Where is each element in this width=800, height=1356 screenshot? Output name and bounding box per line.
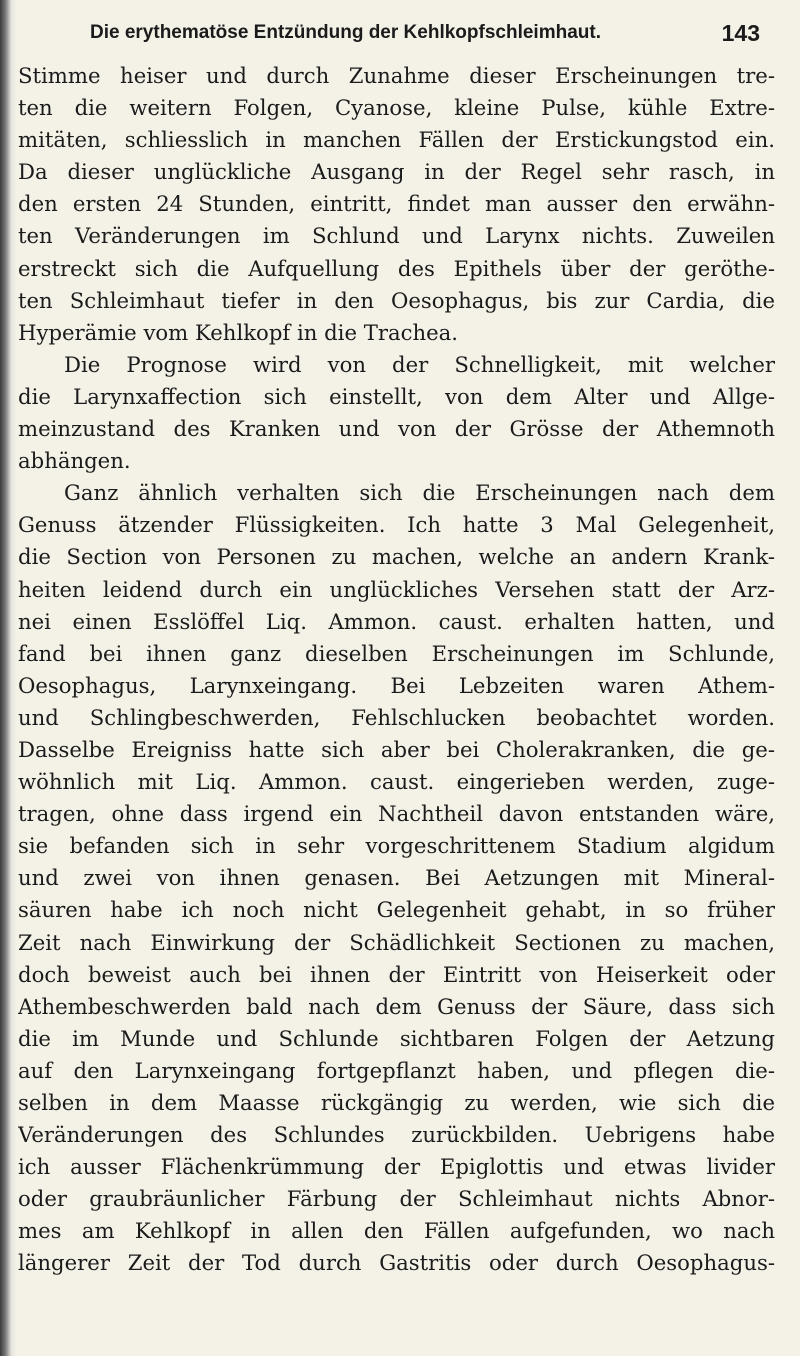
text-line: Dasselbe Ereigniss hatte sich aber bei Cholerakranken, die ge- [18, 736, 775, 762]
text-line: ich ausser Flächenkrümmung der Epiglottis und etwas livider [18, 1154, 775, 1180]
text-line: nei einen Esslöffel Liq. Ammon. caust. erhalten hatten, und [18, 608, 775, 634]
text-line: längerer Zeit der Tod durch Gastritis oder durch Oesophagus- [18, 1250, 775, 1276]
text-line: die Section von Personen zu machen, welche an andern Krank- [18, 544, 775, 570]
text-line: die Larynxaffection sich einstellt, von dem Alter und Allge- [18, 383, 775, 409]
text-line: ten die weitern Folgen, Cyanose, kleine Pulse, kühle Extre- [18, 95, 775, 121]
text-line: sie befanden sich in sehr vorgeschrittenem Stadium algidum [18, 833, 775, 859]
text-line: wöhnlich mit Liq. Ammon. caust. eingerieben werden, zuge- [18, 769, 775, 795]
text-line: erstreckt sich die Aufquellung des Epithels über der geröthe- [18, 255, 775, 281]
page-number: 143 [721, 20, 760, 46]
text-line: mitäten, schliesslich in manchen Fällen der Erstickungstod ein. [18, 127, 775, 153]
text-line: mes am Kehlkopf in allen den Fällen aufgefunden, wo nach [18, 1218, 775, 1244]
running-head [90, 12, 760, 52]
text-line: doch beweist auch bei ihnen der Eintritt von Heiserkeit oder [18, 961, 775, 987]
text-line: Genuss ätzender Flüssigkeiten. Ich hatte 3 Mal Gelegenheit, [18, 512, 775, 538]
text-line: oder graubräunlicher Färbung der Schleimhaut nichts Abnor- [18, 1186, 775, 1212]
text-line: selben in dem Maasse rückgängig zu werden, wie sich die [18, 1090, 775, 1115]
running-head-title: Die erythematöse Entzündung der Kehlkopfschleimhaut. [90, 22, 601, 43]
binding-shadow [0, 0, 16, 1356]
text-line: ten Veränderungen im Schlund und Larynx nichts. Zuweilen [18, 223, 775, 249]
text-line: Zeit nach Einwirkung der Schädlichkeit Sectionen zu machen, [18, 929, 775, 955]
paragraph-last-line: abhängen. [18, 448, 131, 474]
text-line: tragen, ohne dass irgend ein Nachtheil davon entstanden wäre, [18, 801, 775, 827]
text-line: säuren habe ich noch nicht Gelegenheit gehabt, in so früher [18, 897, 775, 923]
text-line: ten Schleimhaut tiefer in den Oesophagus, bis zur Cardia, die [18, 287, 775, 313]
text-line: auf den Larynxeingang fortgepflanzt haben, und pflegen die- [18, 1057, 775, 1083]
text-line: Veränderungen des Schlundes zurückbilden. Uebrigens habe [18, 1122, 775, 1148]
text-line: Stimme heiser und durch Zunahme dieser Erscheinungen tre- [18, 63, 775, 88]
paragraph-first-line: Ganz ähnlich verhalten sich die Erscheinungen nach dem [64, 480, 775, 506]
text-line: den ersten 24 Stunden, eintritt, findet man ausser den erwähn- [18, 191, 775, 217]
paragraph-last-line: Hyperämie vom Kehlkopf in die Trachea. [18, 319, 459, 345]
text-line: und Schlingbeschwerden, Fehlschlucken beobachtet worden. [18, 704, 775, 730]
text-line: meinzustand des Kranken und von der Grösse der Athemnoth [18, 416, 775, 442]
text-line: und zwei von ihnen genasen. Bei Aetzungen mit Mineral- [18, 865, 775, 891]
paragraph-first-line: Die Prognose wird von der Schnelligkeit, mit welcher [64, 351, 775, 377]
body-text [18, 60, 775, 1280]
text-line: fand bei ihnen ganz dieselben Erscheinungen im Schlunde, [18, 640, 775, 666]
text-line: heiten leidend durch ein unglückliches Versehen statt der Arz- [18, 576, 775, 602]
text-line: Athembeschwerden bald nach dem Genuss der Säure, dass sich [18, 993, 775, 1019]
text-line: die im Munde und Schlunde sichtbaren Folgen der Aetzung [18, 1025, 775, 1051]
text-line: Da dieser unglückliche Ausgang in der Regel sehr rasch, in [18, 159, 775, 185]
text-line: Oesophagus, Larynxeingang. Bei Lebzeiten waren Athem- [18, 672, 775, 698]
